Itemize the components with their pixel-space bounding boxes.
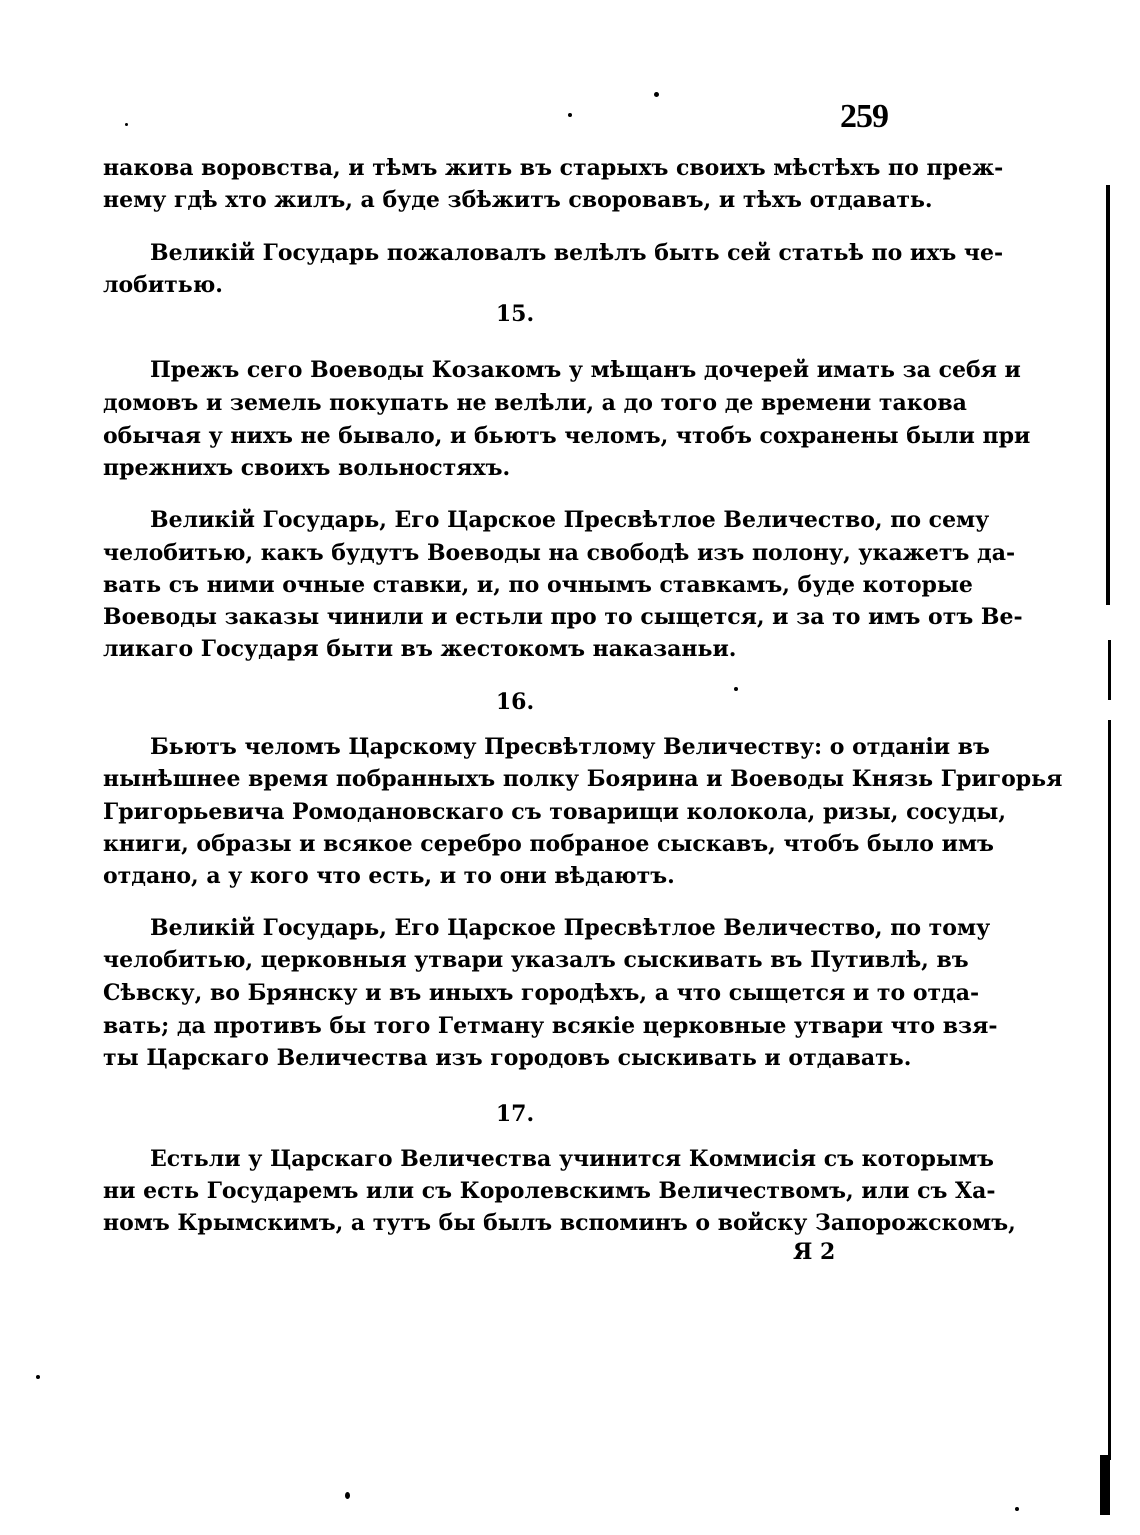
scan-edge xyxy=(1106,185,1110,605)
scan-speck xyxy=(125,123,128,126)
signature-mark: Я 2 xyxy=(793,1239,836,1265)
section-number: 16. xyxy=(495,689,535,715)
text-line: домовъ и земель покупать не велѣли, а до того де времени такова xyxy=(103,390,967,416)
scan-edge xyxy=(1108,720,1111,1460)
section-number: 17. xyxy=(495,1101,535,1127)
scan-edge xyxy=(1100,1455,1110,1515)
text-line: номъ Крымскимъ, а тутъ бы былъ вспоминъ о войску Запорожскомъ, xyxy=(103,1210,1016,1236)
text-line: Прежъ сего Воеводы Козакомъ у мѣщанъ дочерей имать за себя и xyxy=(150,357,1021,383)
scan-edge xyxy=(1108,640,1111,700)
text-line: вать; да противъ бы того Гетману всякіе церковные утвари что взя- xyxy=(103,1013,998,1039)
text-line: лобитью. xyxy=(103,272,223,298)
text-line: нему гдѣ хто жилъ, а буде збѣжитъ своровавъ, и тѣхъ отдавать. xyxy=(103,187,933,213)
scan-speck xyxy=(1015,1507,1019,1511)
page-number: 259 xyxy=(840,98,888,135)
scan-speck xyxy=(654,92,659,97)
text-line: Великій Государь пожаловалъ велѣлъ быть сей статьѣ по ихъ че- xyxy=(150,240,1004,266)
scan-speck xyxy=(734,687,738,691)
text-line: Воеводы заказы чинили и естьли про то сыщется, и за то имъ отъ Ве- xyxy=(103,604,1023,630)
text-line: Естьли у Царскаго Величества учинится Коммисія съ которымъ xyxy=(150,1146,994,1172)
scan-speck xyxy=(345,1492,350,1499)
text-line: нынѣшнее время побранныхъ полку Боярина и Воеводы Князь Григорья xyxy=(103,766,1063,792)
text-line: обычая у нихъ не бывало, и бьютъ челомъ, чтобъ сохранены были при xyxy=(103,423,1031,449)
text-line: Великій Государь, Его Царское Пресвѣтлое Величество, по сему xyxy=(150,507,990,533)
text-line: ты Царскаго Величества изъ городовъ сыскивать и отдавать. xyxy=(103,1045,912,1071)
text-line: ни есть Государемъ или съ Королевскимъ Величествомъ, или съ Ха- xyxy=(103,1178,996,1204)
text-line: вать съ ними очные ставки, и, по очнымъ ставкамъ, буде которые xyxy=(103,572,973,598)
section-number: 15. xyxy=(495,301,535,327)
text-line: челобитью, церковныя утвари указалъ сыскивать въ Путивлѣ, въ xyxy=(103,947,969,973)
text-line: накова воровства, и тѣмъ жить въ старыхъ своихъ мѣстѣхъ по преж- xyxy=(103,155,1004,181)
scan-speck xyxy=(568,113,572,117)
text-line: челобитью, какъ будутъ Воеводы на свободѣ изъ полону, укажетъ да- xyxy=(103,540,1016,566)
text-line: Великій Государь, Его Царское Пресвѣтлое Величество, по тому xyxy=(150,915,991,941)
text-line: Григорьевича Ромодановскаго съ товарищи колокола, ризы, сосуды, xyxy=(103,799,1006,825)
text-line: книги, образы и всякое серебро побраное сыскавъ, чтобъ было имъ xyxy=(103,831,994,857)
text-line: Сѣвску, во Брянску и въ иныхъ городѣхъ, а что сыщется и то отда- xyxy=(103,980,980,1006)
text-line: прежнихъ своихъ вольностяхъ. xyxy=(103,455,511,481)
text-line: ликаго Государя быти въ жестокомъ наказаньи. xyxy=(103,636,737,662)
text-line: Бьютъ челомъ Царскому Пресвѣтлому Величеству: о отданіи въ xyxy=(150,734,990,760)
scan-speck xyxy=(36,1375,40,1379)
text-line: отдано, а у кого что есть, и то они вѣдаютъ. xyxy=(103,863,675,889)
